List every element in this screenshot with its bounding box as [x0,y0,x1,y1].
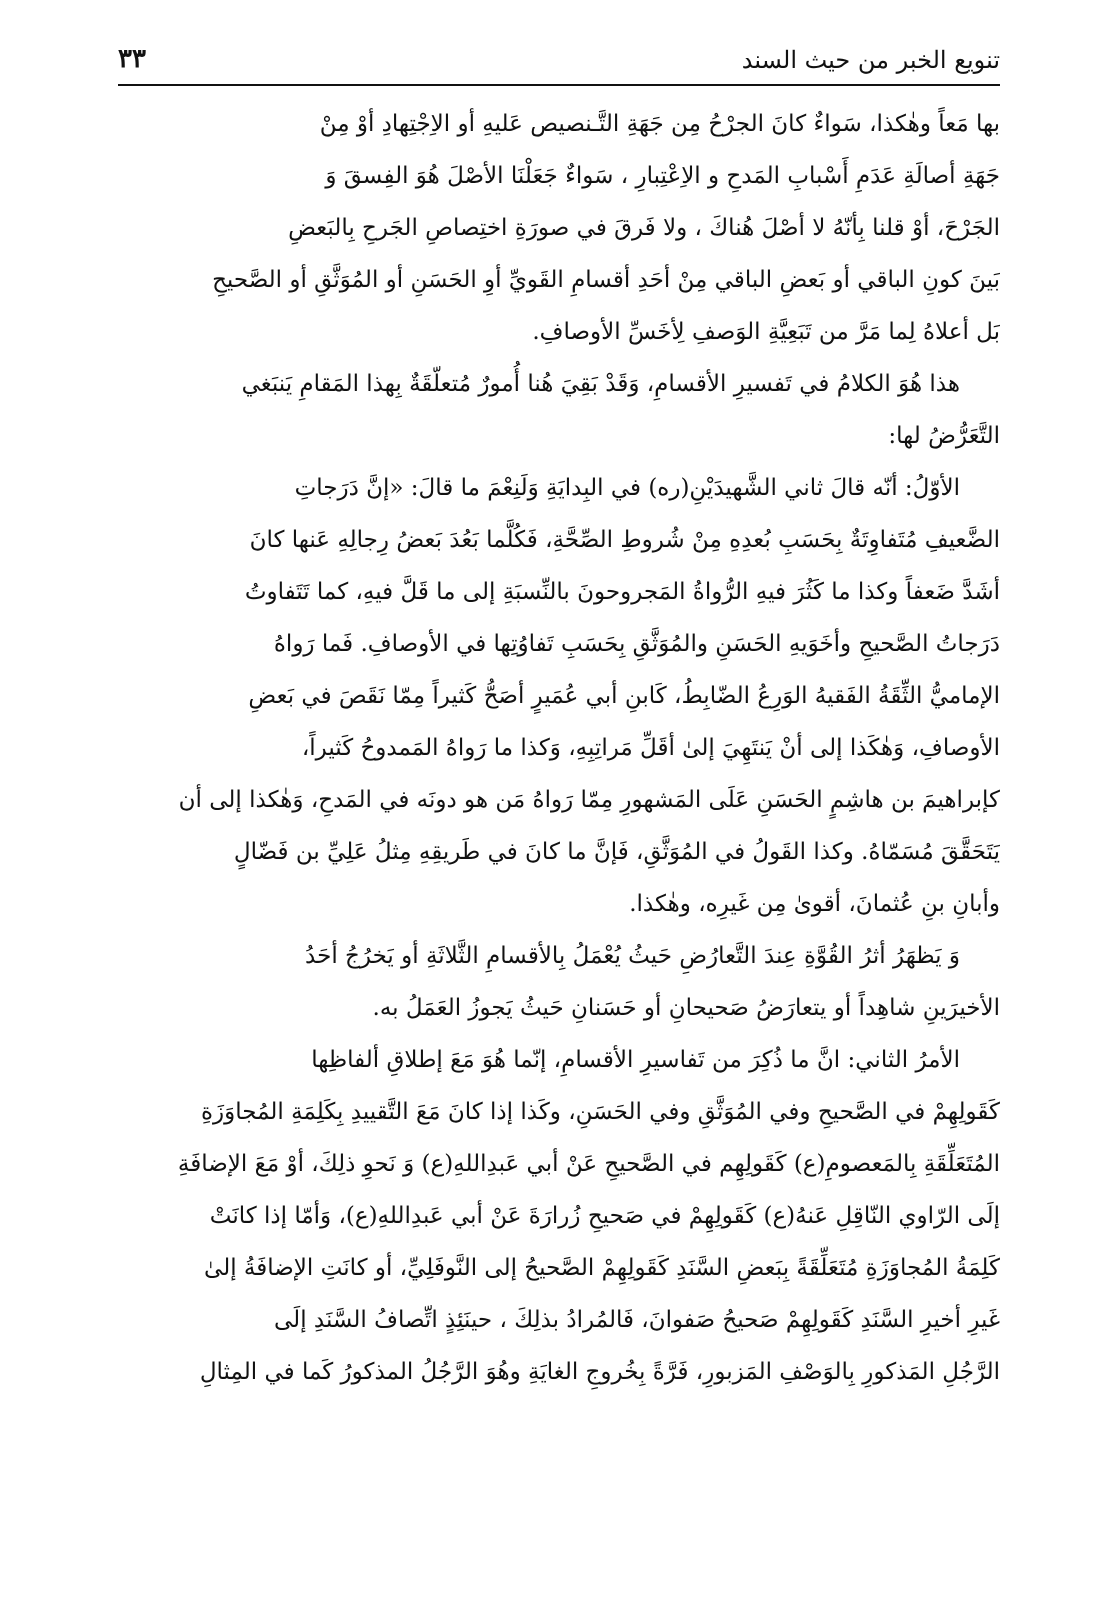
text-line: غَيرِ أخيرِ السَّنَدِ كَقَولِهِمْ صَحيحُ صَفوانَ، فَالمُرادُ بذلِكَ ، حينَئِذٍ اتِّصافُ السَّنَدِ إلَى [274,1307,1000,1333]
text-line: جَهَةِ أصالَةِ عَدَمِ أَسْبابِ المَدحِ و الاِعْتِبارِ ، سَواءٌ جَعَلْنَا الأصْلَ هُوَ الفِسقَ وَ [325,163,1000,189]
paragraph-3 [124,462,1000,930]
text-line: المُتَعَلِّقَةِ بِالمَعصومِ(ع) كَقَولِهِم في الصَّحيحِ عَنْ أبي عَبدِاللهِ(ع) وَ نَحوِ ذلِكَ، أوْ مَعَ الإضافَةِ [177,1151,1000,1177]
text-line: كَقَولِهِمْ في الصَّحيحِ وفي المُوَثَّقِ وفي الحَسَنِ، وكَذا إذا كانَ مَعَ التَّقييدِ بِكَلِمَةِ المُجاوَزَةِ [200,1099,1000,1125]
text-line: الأمرُ الثاني: انَّ ما ذُكِرَ من تَفاسيرِ الأقسامِ، إنّما هُوَ مَعَ إطلاقِ ألفاظِها [311,1047,960,1073]
text-line: وَ يَظهَرُ أثرُ القُوَّةِ عِندَ التَّعارُضِ حَيثُ يُعْمَلُ بِالأقسامِ الثَّلاثَةِ أو يَخرُجُ أحَدُ [305,943,960,969]
text-line: كإبراهيمَ بن هاشِمٍ الحَسَنِ عَلَى المَشهورِ مِمّا رَواهُ مَن هو دونَه في المَدحِ، وَهٰكذا إلى أن [178,787,1000,813]
page-header [118,40,1000,84]
text-line: أشَدَّ ضَعفاً وكذا ما كَثُرَ فيهِ الرُّواةُ المَجروحونَ بالنِّسبَةِ إلى ما قَلَّ فيهِ، كما تَتَفاوتُ [244,579,1000,605]
text-line: بها مَعاً وهٰكذا، سَواءٌ كانَ الجرْحُ مِن جَهَةِ التَّـنصيص عَليهِ أو الاِجْتِهادِ أوْ مِنْ [319,111,1000,137]
page-number: ٣٣ [118,44,146,74]
text-line: بَينَ كونِ الباقي أو بَعضِ الباقي مِنْ أحَدِ أقسامِ القَويِّ أوِ الحَسَنِ أو المُوَثَّقِ أو الصَّحيحِ [212,267,1000,293]
text-line: وأبانِ بنِ عُثمانَ، أقوىٰ مِن غَيرِه، وهٰكذا. [629,891,1000,917]
header-rule [118,84,1000,86]
paragraph-2 [124,358,1000,462]
text-line: التَّعَرُّضُ لها: [888,423,1000,449]
running-title: تنويع الخبر من حيث السند [741,46,1000,74]
text-line: كَلِمَةُ المُجاوَزَةِ مُتَعَلِّقَةً بِبَعضِ السَّنَدِ كَقَولِهِمْ الصَّحيحُ إلى النَّوفَلِيِّ، أو كانَتِ الإضافَةُ إلىٰ [204,1255,1000,1281]
text-line: الأخيرَينِ شاهِداً أو يتعارَضُ صَحيحانِ أو حَسَنانِ حَيثُ يَجوزُ العَمَلُ به. [372,995,1000,1021]
text-line: دَرَجاتُ الصَّحيحِ وأخَوَيهِ الحَسَنِ والمُوَثَّقِ بِحَسَبِ تَفاوُتِها في الأوصافِ. فَما رَواهُ [273,631,1000,657]
text-line: الرَّجُلِ المَذكورِ بِالوَصْفِ المَزبورِ، فَرَّةً بِخُروجِ الغايَةِ وهُوَ الرَّجُلُ المذكورُ كَما في المِثالِ [199,1359,1000,1385]
text-line: الإماميُّ الثِّقَةُ الفَقيهُ الوَرِعُ الضّابِطُ، كَابنِ أبي عُمَيرٍ أصَحُّ كَثيراً مِمّا نَقَصَ في بَعضِ [248,683,1000,709]
paragraph-4 [124,930,1000,1034]
text-line: الضَّعيفِ مُتَفاوِتَةٌ بِحَسَبِ بُعدِهِ مِنْ شُروطِ الصِّحَّةِ، فَكُلَّما بَعُدَ بَعضُ رِجالِهِ عَنها كانَ [249,527,1000,553]
text-line: الأوصافِ، وَهٰكَذا إلى أنْ يَنتَهِيَ إلىٰ أقَلِّ مَراتِبِهِ، وَكذا ما رَواهُ المَمدوحُ كَثيراً، [301,735,1000,761]
text-line: الأوّلُ: أنّه قالَ ثاني الشَّهيدَيْنِ(ره) في البِدايَةِ وَلَنِعْمَ ما قالَ: «إنَّ دَرَجاتِ [294,475,960,501]
main-text [124,98,1000,1398]
paragraph-1 [124,98,1000,358]
text-line: إلَى الرّاوي النّاقِلِ عَنهُ(ع) كَقَولِهِمْ في صَحيحِ زُرارَةَ عَنْ أبي عَبدِاللهِ(ع)، وَأمّا إذا كانَتْ [209,1203,1000,1229]
text-line: الجَرْحَ، أوْ قلنا بِأنّهُ لا أصْلَ هُناكَ ، ولا فَرقَ في صورَةِ اختِصاصِ الجَرحِ بِالبَعضِ [288,215,1000,241]
text-line: بَل أعلاهُ لِما مَرَّ من تَبَعِيَّةِ الوَصفِ لِأخَسِّ الأوصافِ. [532,319,1000,345]
text-line: هذا هُوَ الكلامُ في تَفسيرِ الأقسامِ، وَقَدْ بَقِيَ هُنا أُمورٌ مُتعلّقَةٌ بِهذا المَقامِ يَنبَغي [241,371,960,397]
text-line: يَتَحَقَّقَ مُسَمّاهُ. وكذا القَولُ في المُوَثَّقِ، فَإنَّ ما كانَ في طَريقِهِ مِثلُ عَلِيِّ بن فَضّالٍ [233,839,1000,865]
paragraph-5 [124,1034,1000,1398]
